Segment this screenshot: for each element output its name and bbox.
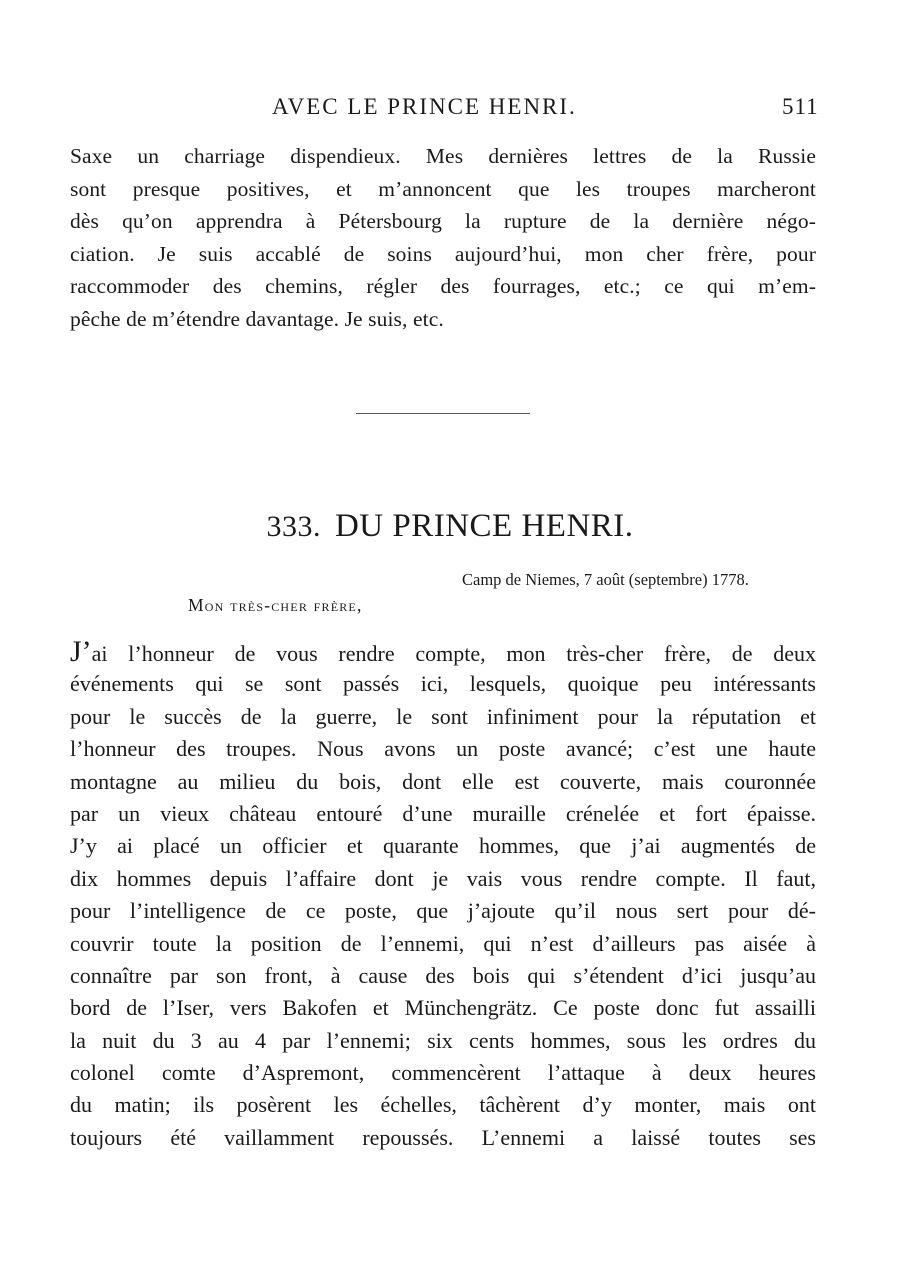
letter-title: DU PRINCE HENRI. <box>334 508 634 544</box>
text-line: événements qui se sont passés ici, lesquels, quoique peu intéressants <box>70 671 816 697</box>
text-line: montagne au milieu du bois, dont elle est couverte, mais couronnée <box>70 768 816 794</box>
text-line: couvrir toute la position de l’ennemi, qui n’est d’ailleurs pas aisée à <box>70 930 816 956</box>
letter-heading <box>0 508 900 545</box>
text-line: dix hommes depuis l’affaire dont je vais vous rendre compte. Il faut, <box>70 865 816 891</box>
text-line: pêche de m’étendre davantage. Je suis, etc. <box>70 306 444 331</box>
text-line: toujours été vaillamment repoussés. L’ennemi a laissé toutes ses <box>70 1124 816 1150</box>
text-line: dès qu’on apprendra à Pétersbourg la rupture de la dernière négo- <box>70 209 816 234</box>
text-line: du matin; ils posèrent les échelles, tâchèrent d’y monter, mais ont <box>70 1092 816 1118</box>
letter-body <box>70 636 816 1154</box>
text-line: pour l’intelligence de ce poste, que j’ajoute qu’il nous sert pour dé- <box>70 898 816 924</box>
text-line: pour le succès de la guerre, le sont infiniment pour la réputation et <box>70 703 816 729</box>
letter-salutation: Mon très-cher frère, <box>188 595 363 615</box>
text-line: par un vieux château entouré d’une muraille crénelée et fort épaisse. <box>70 800 816 826</box>
page-number: 511 <box>782 94 819 119</box>
text-line: connaître par son front, à cause des bois qui s’étendent d’ici jusqu’au <box>70 962 816 988</box>
text-line: Saxe un charriage dispendieux. Mes dernières lettres de la Russie <box>70 144 816 168</box>
text-line: raccommoder des chemins, régler des fourrages, etc.; ce qui m’em- <box>70 274 816 299</box>
text-line: J’ai l’honneur de vous rendre compte, mon très-cher frère, de deux <box>70 636 816 668</box>
text-line: sont presque positives, et m’annoncent que les troupes marcheront <box>70 176 816 201</box>
section-divider <box>356 413 530 414</box>
continuation-paragraph <box>70 140 816 336</box>
text-line: la nuit du 3 au 4 par l’ennemi; six cents hommes, sous les ordres du <box>70 1027 816 1053</box>
text-line: l’honneur des troupes. Nous avons un poste avancé; c’est une haute <box>70 736 816 762</box>
letter-dateline: Camp de Niemes, 7 août (septembre) 1778. <box>462 570 749 589</box>
text-line: J’y ai placé un officier et quarante hommes, que j’ai augmentés de <box>70 833 816 859</box>
text-line: ciation. Je suis accablé de soins aujourd’hui, mon cher frère, pour <box>70 241 816 266</box>
text-line: bord de l’Iser, vers Bakofen et Münchengrätz. Ce poste donc fut assailli <box>70 995 816 1021</box>
text-line: colonel comte d’Aspremont, commencèrent l’attaque à deux heures <box>70 1060 816 1086</box>
running-head <box>0 94 900 124</box>
letter-number: 333. <box>266 510 321 543</box>
running-title: AVEC LE PRINCE HENRI. <box>272 94 577 119</box>
